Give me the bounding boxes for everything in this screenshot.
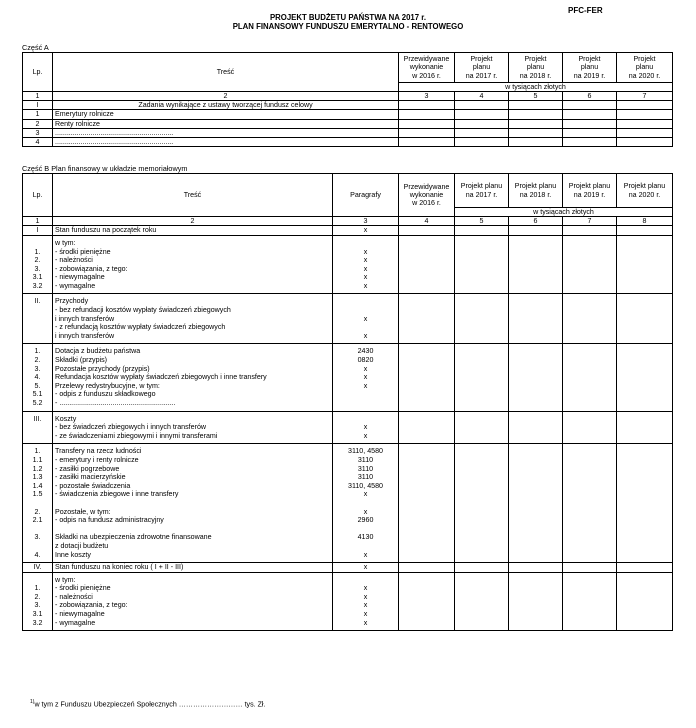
header-plan-2019: Projekt planu na 2019 r. (563, 53, 617, 83)
table-row (23, 101, 673, 110)
row-lp (23, 344, 53, 411)
row-paragraf-line (335, 542, 396, 551)
row-lp-line (25, 499, 50, 508)
column-number: 2 (53, 217, 333, 226)
row-lp-line: III. (33, 414, 42, 423)
header-plan-2017: Projekt planu na 2017 r. (455, 174, 509, 208)
value-cell (399, 411, 455, 444)
row-tresc (53, 411, 333, 444)
value-cell (617, 226, 673, 236)
row-lp-line: 2. (34, 592, 41, 601)
tresc-header: Treść (53, 53, 399, 92)
value-cell (563, 226, 617, 236)
value-cell (617, 294, 673, 344)
header-plan-2018: Projekt planu na 2018 r. (509, 53, 563, 83)
header-forecast-2016: Przewidywane wykonanie w 2016 r. (399, 174, 455, 217)
row-tresc-line: - wymagalne (55, 281, 96, 290)
row-lp-line (25, 323, 50, 332)
column-number: 5 (455, 217, 509, 226)
row-paragraf-line: x (363, 373, 368, 382)
row-lp-line: 3.1 (32, 273, 43, 282)
value-cell (617, 235, 673, 294)
row-tresc-line: z dotacji budżetu (55, 541, 109, 550)
table-row (23, 411, 673, 444)
column-number: 1 (23, 92, 53, 101)
value-cell (399, 344, 455, 411)
value-cell (563, 294, 617, 344)
row-paragraf-line (335, 239, 396, 248)
row-lp-line (25, 542, 50, 551)
value-cell (399, 137, 455, 146)
value-cell (509, 563, 563, 573)
row-lp-line: 3.2 (32, 281, 43, 290)
row-tresc-line: - wymagalne (55, 618, 96, 627)
row-tresc-line: - świadczenia zbiegowe i inne transfery (55, 490, 179, 499)
row-paragraf-line (335, 525, 396, 534)
row-tresc: Zadania wynikające z ustawy tworzącej fundusz celowy (53, 101, 399, 110)
row-lp-line (25, 315, 50, 324)
row-lp-line: 3.1 (32, 610, 43, 619)
footnote (30, 700, 265, 709)
row-tresc-line (55, 499, 330, 508)
row-paragraf-line (335, 323, 396, 332)
value-cell (563, 137, 617, 146)
row-paragraf-line: x (363, 247, 368, 256)
table-row (23, 119, 673, 128)
row-paragraf-line (335, 415, 396, 424)
column-number: 7 (617, 92, 673, 101)
header-plan-2017: Projekt planu na 2017 r. (455, 53, 509, 83)
table-row (23, 294, 673, 344)
units-label: w tysiącach złotych (455, 208, 673, 217)
row-tresc-line: - bez refundacji kosztów wypłaty świadczeń zbiegowych (55, 306, 231, 315)
row-paragraf-line: x (363, 381, 368, 390)
row-paragraf-line: x (363, 431, 368, 440)
value-cell (617, 101, 673, 110)
value-cell (399, 110, 455, 119)
row-lp-line: 2. (34, 256, 41, 265)
row-lp-line: 1.2 (32, 464, 43, 473)
row-paragraf-line: x (363, 331, 368, 340)
row-paragraf (333, 344, 399, 411)
footnote-marker: 1) (30, 699, 35, 705)
row-tresc: Renty rolnicze (53, 119, 399, 128)
row-paragraf-line: 4130 (357, 533, 374, 542)
table-row (23, 128, 673, 137)
row-paragraf (333, 235, 399, 294)
header-plan-2019: Projekt planu na 2019 r. (563, 174, 617, 208)
row-lp-line: 1. (34, 247, 41, 256)
row-tresc (53, 563, 333, 573)
row-tresc-line: Refundacja kosztów wypłaty świadczeń zbiegowych i inne transfery (55, 373, 267, 382)
row-paragraf-line: x (363, 490, 368, 499)
value-cell (617, 128, 673, 137)
row-lp-line: 5.2 (32, 399, 43, 407)
value-cell (399, 572, 455, 631)
row-tresc-line: - niewymagalne (55, 610, 105, 619)
column-number: 7 (563, 217, 617, 226)
row-paragraf-line: 3110, 4580 (348, 481, 383, 490)
row-paragraf-line: 2430 (357, 347, 374, 356)
part-a-label: Część A (22, 43, 49, 52)
column-number: 5 (509, 92, 563, 101)
row-lp: I (23, 101, 53, 110)
row-lp-line: 1.1 (32, 455, 43, 464)
row-tresc-line: Stan funduszu na koniec roku ( I + II - III) (55, 563, 184, 572)
header-plan-2018: Projekt planu na 2018 r. (509, 174, 563, 208)
value-cell (399, 444, 455, 563)
row-paragraf-line: 3110 (357, 464, 374, 473)
row-lp-line (25, 306, 50, 315)
row-paragraf-line: x (363, 273, 368, 282)
value-cell (617, 563, 673, 573)
row-lp (23, 235, 53, 294)
form-code: PFC-FER (568, 6, 603, 15)
row-tresc-line: i innych transferów (55, 331, 115, 340)
value-cell (399, 563, 455, 573)
value-cell (617, 572, 673, 631)
row-lp: 2 (23, 119, 53, 128)
row-lp-line: 1.5 (32, 490, 43, 499)
column-number: 4 (455, 92, 509, 101)
row-paragraf (333, 572, 399, 631)
row-paragraf-line: x (363, 264, 368, 273)
row-tresc-line: Składki (przypis) (55, 356, 108, 365)
row-lp-line (25, 576, 50, 585)
row-lp: 3 (23, 128, 53, 137)
page-subtitle: PLAN FINANSOWY FUNDUSZU EMERYTALNO - RENTOWEGO (232, 22, 464, 31)
column-number: 6 (563, 92, 617, 101)
table-row (23, 137, 673, 146)
row-tresc-line: Pozostałe przychody (przypis) (55, 364, 150, 373)
row-tresc-line: - ze świadczeniami zbiegowymi i innymi transferami (55, 431, 218, 440)
value-cell (399, 294, 455, 344)
row-tresc-line: - odpis z funduszu składkowego (55, 390, 156, 399)
row-lp-line: 5. (34, 381, 41, 390)
lp-header: Lp. (23, 53, 53, 92)
value-cell (563, 119, 617, 128)
row-tresc-line: - emerytury i renty rolnicze (55, 455, 139, 464)
column-number: 3 (399, 92, 455, 101)
row-tresc-line: Inne koszty (55, 550, 91, 559)
row-lp-line (25, 432, 50, 441)
column-number: 4 (399, 217, 455, 226)
row-tresc-line: - bez świadczeń zbiegowych i innych transferów (55, 423, 207, 432)
header-plan-2020: Projekt planu na 2020 r. (617, 174, 673, 208)
row-lp-line: 3. (34, 601, 41, 610)
tresc-header: Treść (53, 174, 333, 217)
row-tresc (53, 444, 333, 563)
row-tresc-line: Przelewy redystrybucyjne, w tym: (55, 381, 160, 390)
value-cell (455, 294, 509, 344)
row-tresc-line: - należności (55, 592, 93, 601)
row-lp-line: 1. (34, 584, 41, 593)
row-tresc-line: - z refundacją kosztów wypłaty świadczeń zbiegowych (55, 323, 226, 332)
value-cell (455, 563, 509, 573)
row-tresc-line: Składki na ubezpieczenia zdrowotne finansowane (55, 533, 212, 542)
value-cell (399, 128, 455, 137)
column-number: 2 (53, 92, 399, 101)
row-lp-line (25, 239, 50, 248)
value-cell (509, 128, 563, 137)
value-cell (455, 119, 509, 128)
row-tresc-line: - należności (55, 256, 93, 265)
row-lp-line: 2.1 (32, 516, 43, 525)
row-tresc: Emerytury rolnicze (53, 110, 399, 119)
value-cell (509, 411, 563, 444)
value-cell (617, 411, 673, 444)
row-paragraf-line: 3110 (357, 455, 374, 464)
row-tresc-line: - pozostałe świadczenia (55, 481, 131, 490)
value-cell (509, 444, 563, 563)
paragrafy-header: Paragrafy (333, 174, 399, 217)
row-paragraf-line: 2960 (357, 516, 374, 525)
value-cell (563, 444, 617, 563)
row-paragraf-line: x (363, 592, 368, 601)
row-paragraf (333, 294, 399, 344)
row-paragraf-line: x (363, 618, 368, 627)
row-lp (23, 444, 53, 563)
value-cell (455, 110, 509, 119)
header-forecast-2016: Przewidywane wykonanie w 2016 r. (399, 53, 455, 83)
value-cell (617, 444, 673, 563)
value-cell (563, 344, 617, 411)
row-tresc-line: - środki pieniężne (55, 247, 111, 256)
value-cell (455, 226, 509, 236)
row-paragraf-line: x (363, 563, 368, 572)
row-lp-line: II. (34, 297, 41, 306)
row-paragraf (333, 563, 399, 573)
row-paragraf-line (335, 297, 396, 306)
value-cell (563, 411, 617, 444)
value-cell (455, 101, 509, 110)
value-cell (509, 226, 563, 236)
row-lp (23, 226, 53, 236)
page-title: PROJEKT BUDŻETU PAŃSTWA NA 2017 r. (269, 13, 427, 22)
table-row (23, 235, 673, 294)
table-row (23, 110, 673, 119)
row-paragraf-line: x (363, 507, 368, 516)
value-cell (455, 128, 509, 137)
row-lp-line (25, 423, 50, 432)
row-lp-line: 3. (34, 364, 41, 373)
row-paragraf-line: x (363, 281, 368, 290)
row-paragraf-line: 3110, 4580 (348, 447, 383, 456)
row-paragraf-line: 3110 (357, 473, 374, 482)
value-cell (399, 101, 455, 110)
lp-header: Lp. (23, 174, 53, 217)
row-paragraf-line (335, 306, 396, 315)
row-paragraf-line: 0820 (357, 356, 374, 365)
row-lp-line: 4. (34, 550, 41, 559)
row-tresc: ............................................................ (53, 128, 399, 137)
row-tresc-line: - zasiłki pogrzebowe (55, 464, 120, 473)
row-paragraf-line: x (363, 423, 368, 432)
row-tresc-line: - odpis na fundusz administracyjny (55, 516, 164, 525)
row-tresc (53, 226, 333, 236)
row-paragraf-line (335, 499, 396, 508)
row-paragraf-line: x (363, 256, 368, 265)
row-tresc-line: Dotacja z budżetu państwa (55, 347, 141, 356)
column-number: 6 (509, 217, 563, 226)
row-lp-line: 5.1 (32, 390, 43, 399)
value-cell (563, 235, 617, 294)
row-lp-line: 1.4 (32, 481, 43, 490)
row-lp-line (25, 332, 50, 341)
value-cell (563, 563, 617, 573)
row-tresc-line: - środki pieniężne (55, 584, 111, 593)
row-tresc-line: Koszty (55, 414, 77, 423)
column-number: 8 (617, 217, 673, 226)
row-tresc-line: w tym: (55, 238, 76, 247)
row-lp-line: IV. (33, 563, 42, 572)
column-number: 3 (333, 217, 399, 226)
row-paragraf-line: x (363, 364, 368, 373)
value-cell (563, 128, 617, 137)
header-plan-2020: Projekt planu na 2020 r. (617, 53, 673, 83)
units-label: w tysiącach złotych (399, 83, 673, 92)
row-lp-line: 2. (34, 507, 41, 516)
row-paragraf-line: x (363, 314, 368, 323)
row-paragraf-line (335, 576, 396, 585)
row-paragraf (333, 226, 399, 236)
row-tresc-line: - zasiłki macierzyńskie (55, 473, 126, 482)
row-lp-line: 3. (34, 264, 41, 273)
row-lp-line (25, 525, 50, 534)
row-paragraf-line (335, 390, 396, 399)
value-cell (455, 444, 509, 563)
row-tresc (53, 294, 333, 344)
row-paragraf-line (335, 399, 396, 408)
value-cell (563, 101, 617, 110)
value-cell (455, 572, 509, 631)
row-lp-line: I (36, 226, 39, 235)
row-lp (23, 572, 53, 631)
row-tresc: ............................................................ (53, 137, 399, 146)
row-lp-line: 1. (34, 347, 41, 356)
value-cell (509, 294, 563, 344)
row-tresc-line: Pozostałe, w tym: (55, 507, 111, 516)
value-cell (509, 572, 563, 631)
row-lp (23, 563, 53, 573)
value-cell (617, 344, 673, 411)
table-row (23, 344, 673, 411)
value-cell (455, 411, 509, 444)
value-cell (399, 119, 455, 128)
value-cell (509, 235, 563, 294)
row-tresc-line: Przychody (55, 297, 89, 306)
row-tresc-line: - zobowiązania, z tego: (55, 601, 128, 610)
row-lp: 4 (23, 137, 53, 146)
row-paragraf-line: x (363, 610, 368, 619)
value-cell (509, 119, 563, 128)
row-lp-line: 2. (34, 356, 41, 365)
row-tresc (53, 572, 333, 631)
row-lp-line: 1.3 (32, 473, 43, 482)
table-row (23, 563, 673, 573)
part-b-table (22, 173, 673, 631)
value-cell (563, 572, 617, 631)
row-tresc (53, 235, 333, 294)
row-lp-line: 4. (34, 373, 41, 382)
part-b-label: Część B Plan finansowy w układzie memoriałowym (22, 164, 188, 173)
row-paragraf (333, 411, 399, 444)
part-a-table (22, 52, 673, 147)
value-cell (563, 110, 617, 119)
row-paragraf (333, 444, 399, 563)
row-tresc-line: Transfery na rzecz ludności (55, 447, 142, 456)
value-cell (509, 344, 563, 411)
column-number: 1 (23, 217, 53, 226)
value-cell (399, 235, 455, 294)
row-tresc-line (55, 525, 330, 534)
value-cell (509, 110, 563, 119)
value-cell (399, 226, 455, 236)
value-cell (617, 119, 673, 128)
row-tresc-line: - zobowiązania, z tego: (55, 264, 128, 273)
table-row (23, 226, 673, 236)
row-lp (23, 294, 53, 344)
row-lp-line: 3.2 (32, 618, 43, 627)
footnote-text: w tym z Funduszu Ubezpieczeń Społecznych ……………………… tys. Zł. (34, 700, 266, 709)
row-paragraf-line: x (363, 550, 368, 559)
row-lp-line: 1. (34, 447, 41, 456)
row-lp (23, 411, 53, 444)
table-row (23, 444, 673, 563)
value-cell (455, 344, 509, 411)
value-cell (455, 137, 509, 146)
row-lp: 1 (23, 110, 53, 119)
row-tresc-line: w tym: (55, 575, 76, 584)
row-tresc-line: - niewymagalne (55, 273, 105, 282)
value-cell (617, 110, 673, 119)
value-cell (617, 137, 673, 146)
row-tresc (53, 344, 333, 411)
row-paragraf-line: x (363, 584, 368, 593)
value-cell (455, 235, 509, 294)
row-tresc-line: i innych transferów (55, 314, 115, 323)
row-lp-line: 3. (34, 533, 41, 542)
table-row (23, 572, 673, 631)
row-paragraf-line: x (363, 226, 368, 235)
value-cell (509, 137, 563, 146)
row-tresc-line: - ........................................................... (55, 399, 176, 407)
row-paragraf-line: x (363, 601, 368, 610)
row-tresc-line: Stan funduszu na początek roku (55, 226, 157, 235)
value-cell (509, 101, 563, 110)
